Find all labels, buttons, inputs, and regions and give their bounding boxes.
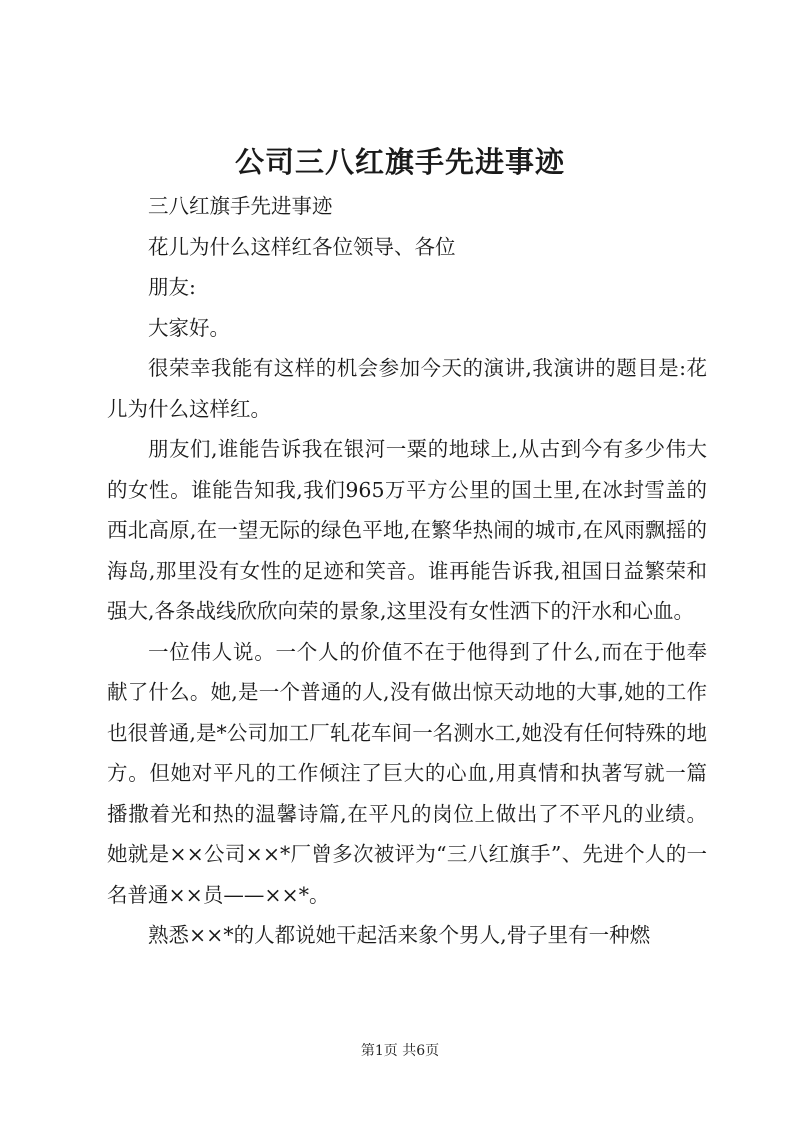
paragraph: 一位伟人说。一个人的价值不在于他得到了什么,而在于他奉献了什么。她,是一个普通的人,没有做出惊天动地的大事,她的工作也很普通,是*公司加工厂轧花车间一名测水工,她没有任何特殊的地方。但她对平凡的工作倾注了巨大的心血,用真情和执著写就一篇播撒着光和热的温馨诗篇,在平凡的岗位上做出了不平凡的业绩。她就是××公司××*厂曾多次被评为“三八红旗手”、先进个人的一名普通××员——××*。 — [107, 639, 707, 907]
paragraph: 很荣幸我能有这样的机会参加今天的演讲,我演讲的题目是:花儿为什么这样红。 — [107, 356, 707, 421]
document-title: 公司三八红旗手先进事迹 — [234, 145, 565, 179]
paragraph: 大家好。 — [148, 315, 230, 340]
paragraph: 熟悉××*的人都说她干起活来象个男人,骨子里有一种燃 — [148, 923, 651, 947]
document-body — [107, 186, 707, 956]
paragraph: 朋友们,谁能告诉我在银河一粟的地球上,从古到今有多少伟大的女性。谁能告知我,我们965万平方公里的国土里,在冰封雪盖的西北高原,在一望无际的绿色平地,在繁华热闹的城市,在风雨飘摇的海岛,那里没有女性的足迹和笑音。谁再能告诉我,祖国日益繁荣和强大,各条战线欣欣向荣的景象,这里没有女性洒下的汗水和心血。 — [107, 437, 707, 623]
paragraph: 三八红旗手先进事迹 — [148, 194, 333, 218]
paragraph: 朋友: — [148, 275, 196, 299]
page-number: 第1页 共6页 — [360, 1043, 440, 1059]
paragraph: 花儿为什么这样红各位领导、各位 — [148, 234, 456, 259]
